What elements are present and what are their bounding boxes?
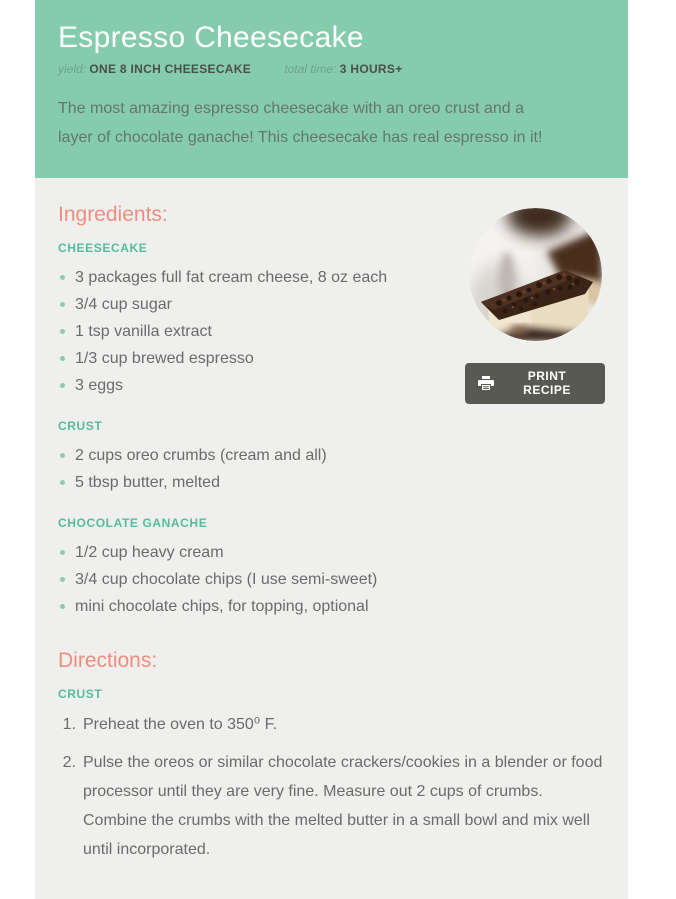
recipe-header — [35, 0, 628, 178]
ingredient-list-ganache — [58, 539, 605, 620]
print-recipe-label: PRINT RECIPE — [523, 369, 571, 397]
recipe-description: The most amazing espresso cheesecake with an oreo crust and a layer of chocolate ganache! This cheesecake has real espresso in it! — [58, 100, 543, 146]
direction-step: Pulse the oreos or similar chocolate crackers/cookies in a blender or food processor until they are very fine. Measure out 2 cups of crumbs. Combine the crumbs with the melted butter in a small bowl and mix well until incorporated. — [83, 754, 603, 859]
recipe-card — [35, 0, 628, 899]
ingredient-group-title-crust: CRUST — [58, 419, 103, 434]
ingredients-heading: Ingredients: — [58, 203, 168, 226]
ingredient-item: 1 tsp vanilla extract — [58, 318, 605, 345]
ingredient-item: 3/4 cup chocolate chips (I use semi-sweet) — [58, 566, 605, 593]
yield-label: yield: — [58, 62, 87, 76]
ingredient-item: 5 tbsp butter, melted — [58, 469, 605, 496]
recipe-title: Espresso Cheesecake — [58, 21, 364, 54]
ingredient-item: mini chocolate chips, for topping, optional — [58, 593, 605, 620]
total-time-label: total time: — [284, 62, 337, 76]
ingredient-item: 1/2 cup heavy cream — [58, 539, 605, 566]
total-time-value: 3 HOURS+ — [339, 62, 403, 76]
ingredient-item: 1/3 cup brewed espresso — [58, 345, 605, 372]
ingredient-item: 3/4 cup sugar — [58, 291, 605, 318]
ingredient-item: 3 packages full fat cream cheese, 8 oz each — [58, 264, 605, 291]
ingredient-item: 3 eggs — [58, 372, 605, 399]
ingredient-group-title-cheesecake: CHEESECAKE — [58, 241, 148, 256]
direction-step-list — [58, 710, 605, 864]
ingredient-list-crust — [58, 442, 605, 496]
directions-heading: Directions: — [58, 649, 158, 673]
ingredient-list-cheesecake — [58, 264, 605, 399]
recipe-meta — [58, 62, 558, 76]
direction-group-title-crust: CRUST — [58, 687, 103, 702]
direction-step: Preheat the oven to 350⁰ F. — [83, 716, 278, 734]
ingredient-group-title-ganache: CHOCOLATE GANACHE — [58, 516, 208, 531]
yield-value: ONE 8 INCH CHEESECAKE — [89, 62, 252, 76]
ingredient-item: 2 cups oreo crumbs (cream and all) — [58, 442, 605, 469]
recipe-body — [35, 178, 628, 899]
